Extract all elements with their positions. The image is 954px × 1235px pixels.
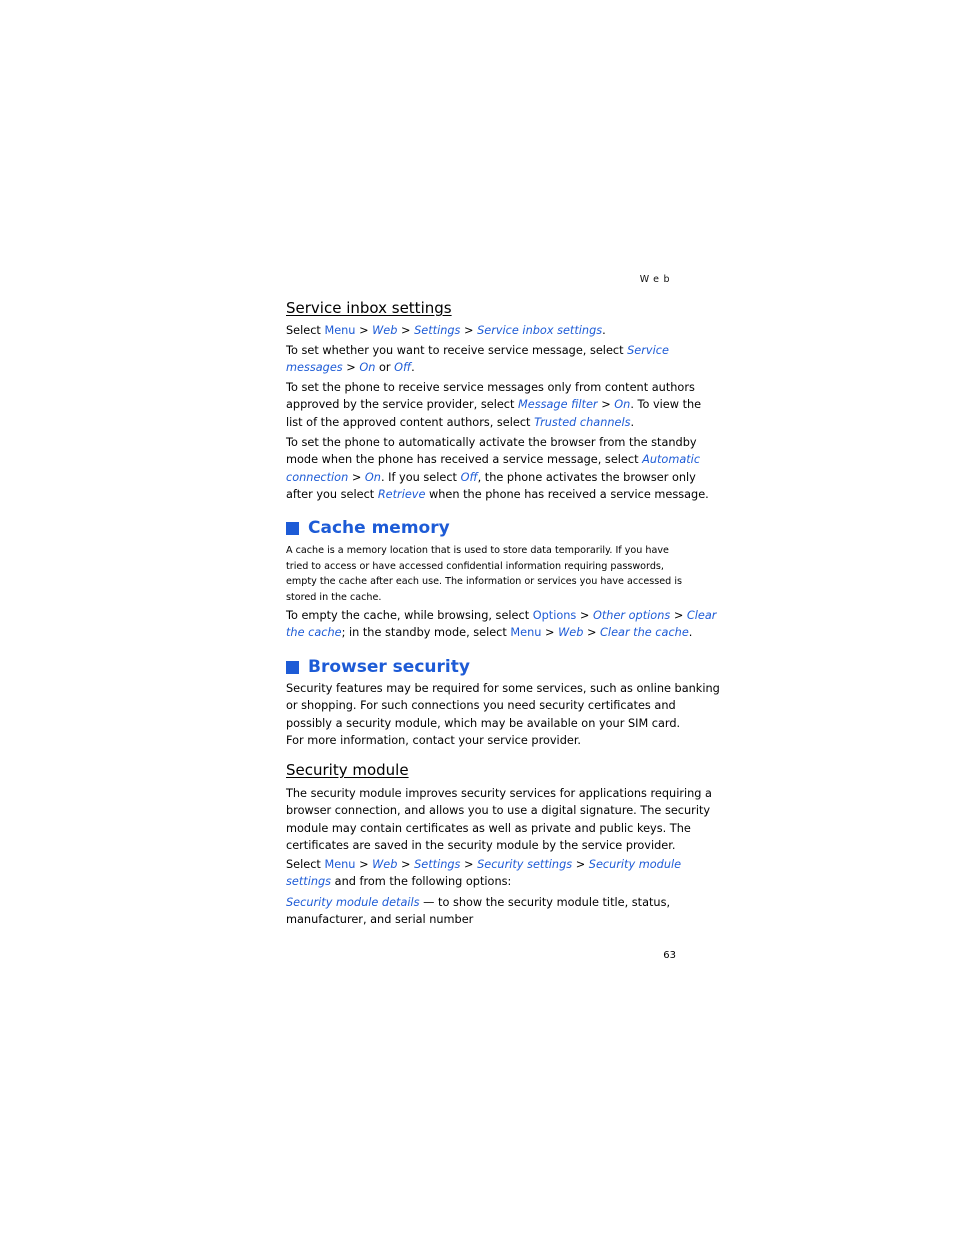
cache-memory-heading: Cache memory [286, 518, 450, 538]
section-square-icon [286, 661, 299, 674]
cache-note: A cache is a memory location that is used to store data temporarily. If you have tried to access or have accessed confidential information requiring passwords, empty the cache after each use. The information or services you have accessed is stored in the cache. [286, 545, 682, 603]
message-filter-paragraph: To set the phone to receive service messages only from content authors approved by the service provider, select Message filter > On. To view the list of the approved content authors, select Trusted channels. [286, 381, 702, 429]
page-number: 63 [663, 950, 676, 961]
service-messages-paragraph: To set whether you want to receive service message, select Service messages > On or Off. [286, 344, 669, 375]
security-module-nav-path: Select Menu > Web > Settings > Security settings > Security module settings and from the following options: [286, 858, 682, 889]
service-inbox-heading: Service inbox settings [286, 299, 452, 317]
security-module-details-item: Security module details — to show the security module title, status, manufacturer, and serial number [286, 896, 671, 927]
empty-cache-paragraph: To empty the cache, while browsing, select Options > Other options > Clear the cache; in the standby mode, select Menu > Web > Clear the cache. [286, 609, 717, 640]
browser-security-paragraph: Security features may be required for some services, such as online banking or shopping. For such connections you need security certificates and possibly a security module, which may be available on your SIM card. For more information, contact your service provider. [286, 682, 720, 747]
automatic-connection-paragraph: To set the phone to automatically activate the browser from the standby mode when the phone has received a service message, select Automatic connection > On. If you select Off, the phone activates the browser only after you select Retrieve when the phone has received a service message. [286, 436, 709, 501]
browser-security-heading: Browser security [286, 657, 470, 677]
security-module-paragraph: The security module improves security services for applications requiring a browser connection, and allows you to use a digital signature. The security module may contain certificates as well as private and public keys. The certificates are saved in the security module by the service provider. [286, 787, 712, 852]
section-square-icon [286, 522, 299, 535]
security-module-heading: Security module [286, 761, 409, 779]
running-header: Web [639, 274, 674, 285]
service-inbox-nav-path: Select Menu > Web > Settings > Service inbox settings. [286, 324, 606, 337]
